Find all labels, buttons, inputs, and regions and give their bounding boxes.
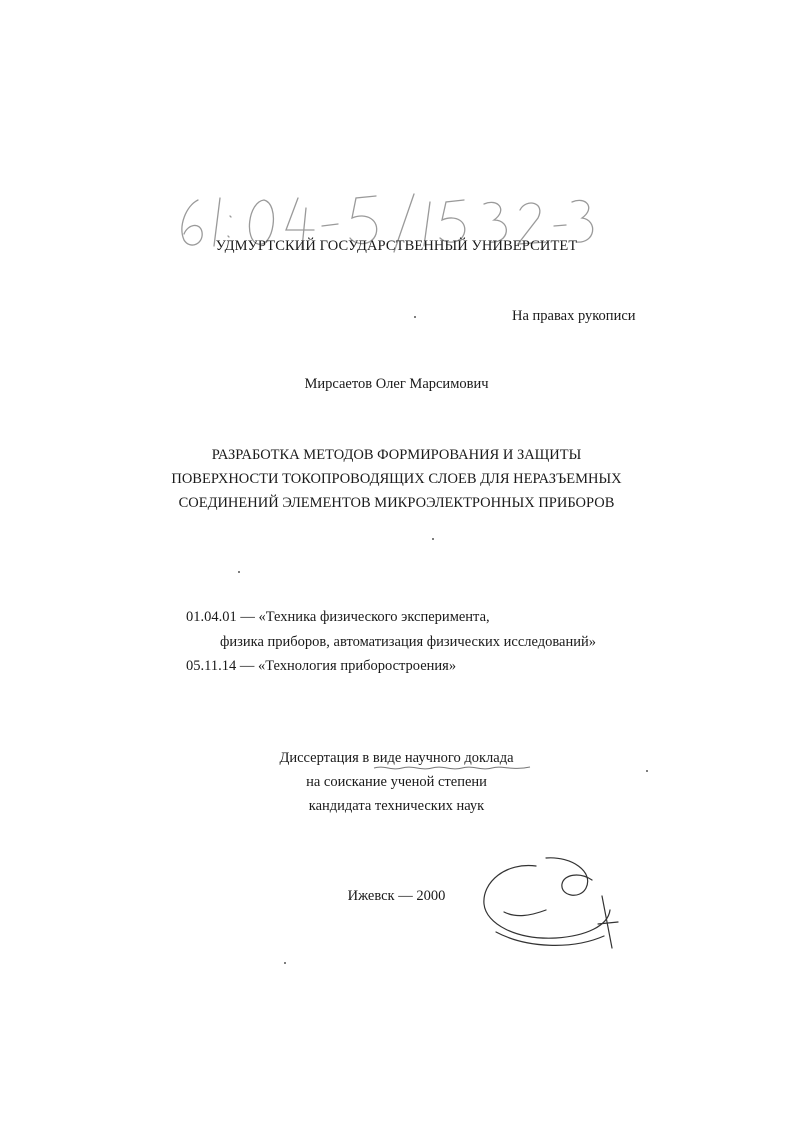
title-line: СОЕДИНЕНИЙ ЭЛЕМЕНТОВ МИКРОЭЛЕКТРОННЫХ ПРИБОРОВ xyxy=(178,495,615,511)
handwritten-underline xyxy=(372,764,532,772)
scan-speck xyxy=(238,571,240,573)
title-line: ПОВЕРХНОСТИ ТОКОПРОВОДЯЩИХ СЛОЕВ ДЛЯ НЕРАЗЪЕМНЫХ xyxy=(171,471,622,487)
specialty-line-1-continued: физика приборов, автоматизация физических исследований» xyxy=(220,634,596,650)
place-and-year: Ижевск — 2000 xyxy=(347,888,446,904)
dissertation-type: Диссертация в виде научного доклада xyxy=(279,750,514,766)
degree-name: кандидата технических наук xyxy=(308,798,485,814)
dissertation-title xyxy=(0,443,793,515)
author-name: Мирсаетов Олег Марсимович xyxy=(304,376,489,392)
degree-line: на соискание ученой степени xyxy=(306,774,487,790)
university-name: УДМУРТСКИЙ ГОСУДАРСТВЕННЫЙ УНИВЕРСИТЕТ xyxy=(215,238,578,254)
specialty-line-2: 05.11.14 — «Технология приборостроения» xyxy=(186,658,457,674)
title-line: РАЗРАБОТКА МЕТОДОВ ФОРМИРОВАНИЯ И ЗАЩИТЫ xyxy=(211,447,582,463)
specialty-line-1: 01.04.01 — «Техника физического эксперимента, xyxy=(186,609,490,625)
handwritten-signature xyxy=(476,852,626,952)
scan-speck xyxy=(284,962,286,964)
scan-speck xyxy=(432,538,434,540)
scan-speck xyxy=(414,316,416,318)
scan-speck xyxy=(646,770,648,772)
rights-note: На правах рукописи xyxy=(512,308,636,324)
